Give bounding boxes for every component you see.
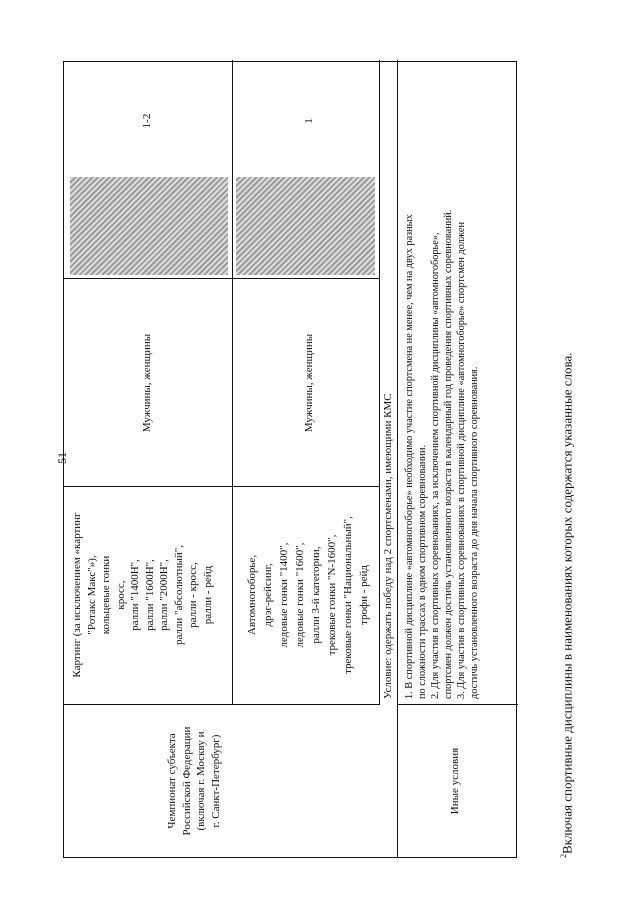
discipline-item: "Ротакс Макс"»), [85,555,98,635]
discipline-item: ралли "абсолютный", [172,544,185,646]
divider [64,486,379,487]
condition-line: 1. В спортивной дисциплине «автомногоборье» необходимо участие спортсмена не менее, чем на двух разных [404,214,415,699]
footnote-mark: 2 [559,854,568,858]
discipline-item: ралли "1400Н", [129,559,141,631]
discipline-item: ледовые гонки "1600", [294,542,306,648]
gender-cell-2: Мужчины, женщины [303,333,315,433]
places-cell-1: 1-2 [141,113,153,129]
discipline-item: трофи - рейд [358,565,370,625]
discipline-item: ралли - рейд [201,565,214,625]
discipline-item: трековые гонки "N-1600", [326,534,338,656]
divider [379,60,380,705]
discipline-item: ралли 3-й категории, [310,546,322,644]
other-conditions-text [403,64,481,699]
divider [397,60,398,857]
divider [397,704,518,705]
redacted-area [236,177,375,275]
header-line: г. Санкт-Петербург) [209,734,222,828]
footnote [559,353,575,859]
divider [64,704,379,705]
discipline-item: ралли "2000Н", [158,559,170,631]
condition-line: 3. Для участия в спортивных соревнованиях в спортивной дисциплине «автомногоборье» спортсмен должен [456,222,467,699]
header-line: Российской Федерации [180,726,193,836]
footnote-text: Включая спортивные дисциплины в наименованиях которых содержатся указанные слова. [559,352,575,854]
other-conditions-header: Иные условия [449,747,461,815]
discipline-item: Автомногоборье, [246,554,258,636]
divider [232,60,233,705]
discipline-item: дрэг-рейсинг, [262,563,274,627]
discipline-item: ралли - кросс, [187,562,199,628]
redacted-area [70,177,228,275]
condition-line: достичь установленного возраста до дня начала спортивного соревнования. [469,366,480,699]
discipline-item: ралли "1600Н", [143,559,156,631]
header-line: (включая г. Москву и [195,731,207,831]
discipline-item: ледовые гонки "1400", [278,542,290,648]
condition-line: по сложности трассах в одном спортивном соревновании. [417,444,428,699]
places-cell-2: 1 [303,118,315,124]
discipline-item: кросс, [114,580,127,610]
condition-text: Условие: одержать победу над 2 спортсменами, имеющими КМС [382,393,394,699]
header-line: Чемпионат субъекта [166,733,178,829]
discipline-item: Картинг (за исключением «картинг [71,512,83,678]
condition-line: 2. Для участия в спортивных соревнованиях, за исключением спортивной дисциплины «автомногоборье», [430,232,441,699]
disciplines-group-2 [244,489,372,701]
competition-level-header [165,709,223,853]
gender-cell-1: Мужчины, женщины [141,333,153,433]
rotated-content [55,58,575,858]
page-number: 51 [55,452,69,464]
discipline-item: кольцевые гонки [100,555,112,635]
disciplines-group-1 [70,489,215,701]
requirements-table [63,61,517,858]
condition-line: спортсмен должен достичь установленного возраста в календарный год проведения спортивных соревнований. [443,209,454,699]
divider [64,278,379,279]
discipline-item: трековые гонки "Национальный", [342,516,354,674]
